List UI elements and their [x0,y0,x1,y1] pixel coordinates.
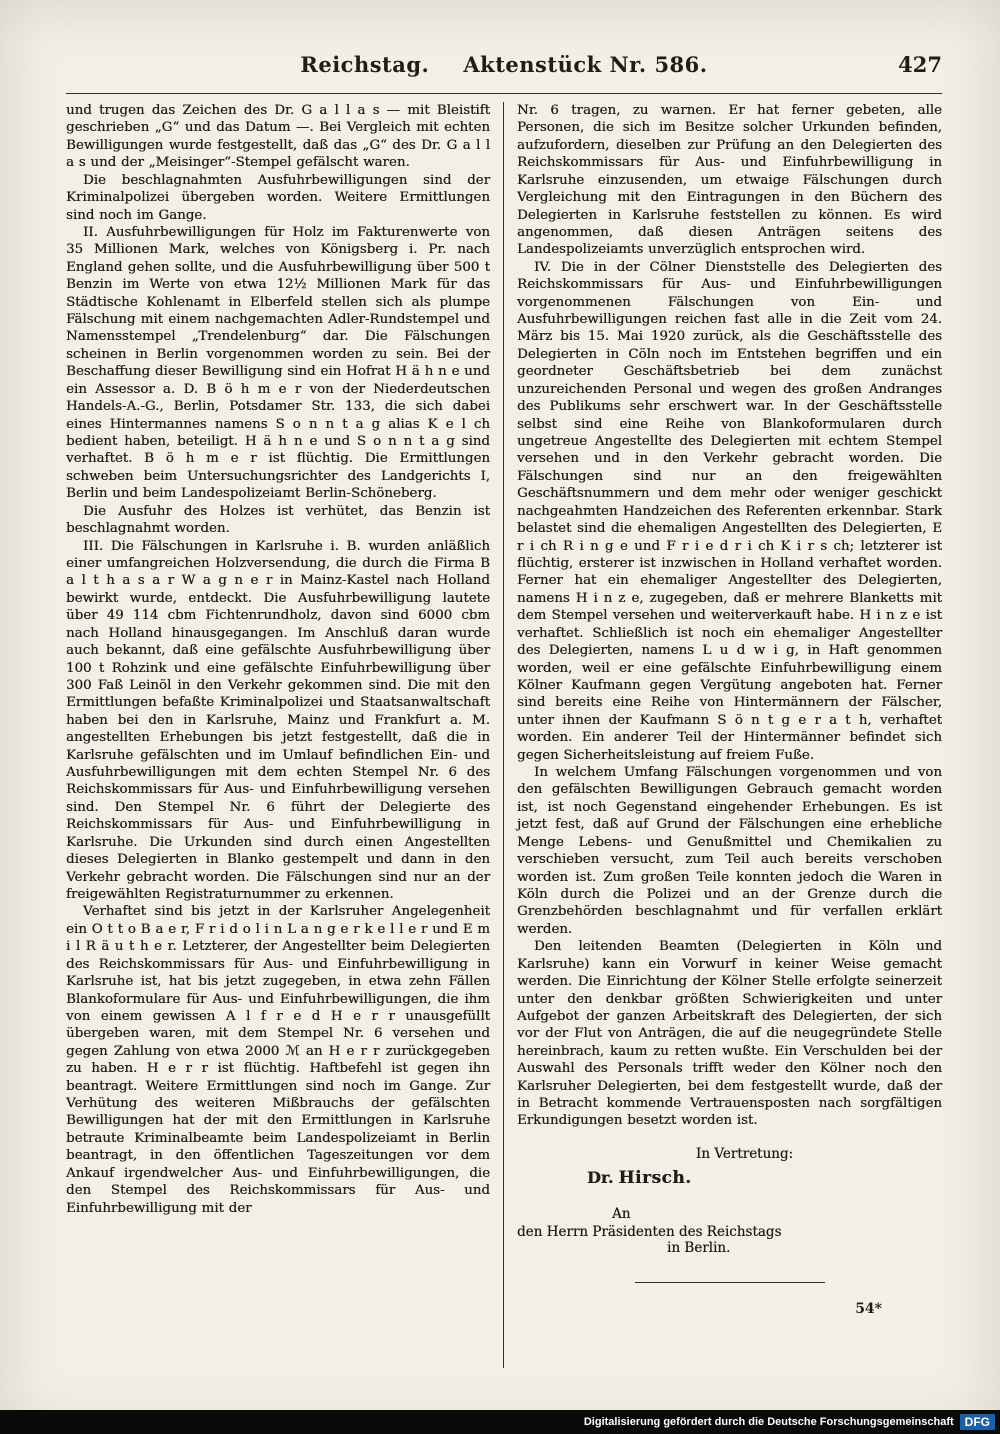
paragraph: Den leitenden Beamten (Delegierten in Köln und Karlsruhe) kann ein Vorwurf in keiner Weise gemacht werden. Die Einrichtung der Kölner Stelle erfolgte seinerzeit unter den denkbar größten Schwierigkeiten und unter Aufgebot der ganzen Arbeitskraft des Delegierten, der sich vor der Flut von Anträgen, die auf die neugegründete Stelle hereinbrach, kaum zu retten wußte. Ein Verschulden bei der Auswahl des Personals trifft weder den Kölner noch den Karlsruher Delegierten, bei dem festgestellt wurde, daß der in Betracht kommende Vertrauensposten nach sorgfältigen Erkundigungen besetzt worden ist. [517,939,942,1129]
page-header [66,52,942,84]
paragraph: Verhaftet sind bis jetzt in der Karlsruher Angelegenheit ein O t t o B a e r, F r i d o l i n L a n g e r k e l l e r und E m i l R ä u t h e r. Letzterer, der Angestellter beim Delegierten des Reichskommissars für Aus- und Einfuhrbewilligung in Karlsruhe ist, hat bis jetzt zugegeben, in etwa zehn Fällen Blankoformulare für Aus- und Einfuhrbewilligungen, die ihm von einem gewissen A l f r e d H e r r unausgefüllt übergeben waren, mit dem Stempel Nr. 6 versehen und gegen Zahlung von etwa 2000 ℳ an H e r r zurückgegeben zu haben. H e r r ist flüchtig. Haftbefehl ist gegen ihn beantragt. Weitere Ermittlungen sind noch im Gange. Zur Verhütung des weiteren Mißbrauchs der gefälschten Bewilligungen hat der mit den Ermittlungen in Karlsruhe betraute Kriminalbeamte beim Landespolizeiamt in Berlin beantragt, in den öffentlichen Tageszeitungen vor dem Ankauf irgendwelcher Aus- und Einfuhrbewilligungen, die den Stempel des Reichskommissars für Aus- und Einfuhrbewilligung mit der [66,904,490,1216]
paragraph: Nr. 6 tragen, zu warnen. Er hat ferner gebeten, alle Personen, die sich im Besitze solcher Urkunden befinden, aufzufordern, dieselben zur Prüfung an den Delegierten des Reichskommissars für Aus- und Einfuhrbewilligung in Karlsruhe einzusenden, um etwaige Fälschungen durch Vergleichung mit den Eintragungen in den Büchern des Delegierten in Karlsruhe feststellen zu können. Es wird angenommen, daß diesen Anträgen seitens des Landespolizeiamts unverzüglich entsprochen wird. [517,103,942,258]
paragraph: IV. Die in der Cölner Dienststelle des Delegierten des Reichskommissars für Aus- und Einfuhrbewilligungen vorgenommenen Fälschungen von Ein- und Ausfuhrbewilligungen reichen fast alle in die Zeit vom 24. März bis 15. Mai 1920 zurück, als die Geschäftsstelle des Delegierten in Cöln noch im Entstehen begriffen und ein geordneter Geschäftsbetrieb bei dem zunächst unzureichenden Personal und wegen des großen Andranges des Publikums sehr erschwert war. In der Geschäftsstelle selbst sind eine Reihe von Blankoformularen durch ungetreue Angestellte des Delegierten mit echtem Stempel versehen und in den Verkehr gebracht worden. Die Fälschungen sind nur an den freigewählten Geschäftsnummern und dem mehr oder weniger geschickt nachgeahmten Handzeichen des Referenten erkennbar. Stark belastet sind die ehemaligen Angestellten des Delegierten, E r i ch R i n g e und F r i e d r i ch K i r s ch; letzterer ist flüchtig, ersterer ist inzwischen in Holland verhaftet worden. Ferner hat ein ehemaliger Angestellter des Delegierten, namens H i n z e, zugegeben, daß er mehrere Blanketts mit dem Stempel versehen und weiterverkauft habe. H i n z e ist verhaftet. Schließlich ist noch ein ehemaliger Angestellter des Delegierten, namens L u d w i g, in Haft genommen worden, weil er eine gefälschte Einfuhrbewilligung einem Kölner Kaufmann gegen Vergütung angeboten hat. Ferner sind bereits eine Reihe von Hintermännern der Fälscher, unter ihnen der Kaufmann S ö n t g e r a t h, verhaftet worden. Ein anderer Teil der Hintermänner befindet sich gegen Sicherheitsleistung auf freiem Fuße. [517,259,942,763]
address-block [517,1206,942,1256]
paragraph: In welchem Umfang Fälschungen vorgenommen und von den gefälschten Bewilligungen Gebrauch gemacht worden ist, ist noch Gegenstand eingehender Erhebungen. Es ist jetzt fest, daß auf Grund der Fälschungen eine erhebliche Menge Lebens- und Genußmittel und Chemikalien zu verschieben versucht, zum Teil auch bereits verschoben worden ist. Zum großen Teile konnten jedoch die Waren in Köln durch die Polizei und an der Grenze durch die Grenzbehörden beschlagnahmt und für verfallen erklärt werden. [517,765,942,937]
paragraph: III. Die Fälschungen in Karlsruhe i. B. wurden anläßlich einer umfangreichen Holzversendung, die durch die Firma B a l t h a s a r W a g n e r in Mainz-Kastel nach Holland bewirkt wurde, entdeckt. Die Ausfuhrbewilligung lautete über 49 114 cbm Fichtenrundholz, davon sind 6000 cbm nach Holland hinausgegangen. Im Anschluß daran wurde auch bekannt, daß eine gefälschte Ausfuhrbewilligung über 100 t Rohzink und eine gefälschte Einfuhrbewilligung über 300 Faß Leinöl in den Verkehr gekommen sind. Die mit den Ermittlungen befaßte Kriminalpolizei und Staatsanwaltschaft haben bei den in Karlsruhe, Mainz und Frankfurt a. M. angestellten Erhebungen bis jetzt festgestellt, daß die in Karlsruhe gefälschten und im Umlauf befindlichen Ein- und Ausfuhrbewilligungen mit dem echten Stempel Nr. 6 des Reichskommissars für Aus- und Einfuhrbewilligung versehen sind. Den Stempel Nr. 6 führt der Delegierte des Reichskommissars für Aus- und Einfuhrbewilligung in Karlsruhe. Die Urkunden sind durch einen Angestellten dieses Delegierten in Blanko gestempelt und dann in den Verkehr gebracht worden. Die Fälschungen sind nur an der freigewählten Registraturnummer zu erkennen. [66,538,490,902]
signature-name [587,1168,942,1188]
header-rule [66,93,942,94]
signature-prefix: In Vertretung: [695,1145,794,1162]
right-column-paragraphs [517,102,942,1130]
piece-number: Aktenstück Nr. 586. [463,52,708,77]
end-rule [635,1282,825,1283]
paragraph: II. Ausfuhrbewilligungen für Holz im Fakturenwerte von 35 Millionen Mark, welches von Königsberg i. Pr. nach England gehen sollte, und die Ausfuhrbewilligung über 500 t Benzin im Werte von etwa 12½ Millionen Mark für das Städtische Kohlenamt in Elberfeld stellen sich als plumpe Fälschung mit einem nachgemachten Adler-Rundstempel und Namensstempel „Trendelenburg“ dar. Die Fälschungen scheinen in Berlin vorgenommen worden zu sein. Bei der Beschaffung dieser Bewilligung sind ein Hofrat H ä h n e und ein Assessor a. D. B ö h m e r von der Niederdeutschen Handels-A.-G., Berlin, Potsdamer Str. 133, die sich dabei eines Hintermannes namens S o n n t a g alias K e l ch bedient haben, beteiligt. H ä h n e und S o n n t a g sind verhaftet. B ö h m e r ist flüchtig. Die Ermittlungen schweben beim Untersuchungsrichter des Landgerichts I, Berlin und beim Landespolizeiamt Berlin-Schöneberg. [66,224,490,502]
paragraph: Die Ausfuhr des Holzes ist verhütet, das Benzin ist beschlagnahmt worden. [66,503,490,537]
dfg-logo: DFG [960,1414,995,1430]
right-column [504,102,942,1368]
address-salutation: An [612,1205,631,1222]
signature-block [517,1146,942,1206]
paragraph: Die beschlagnahmten Ausfuhrbewilligungen sind der Kriminalpolizei übergeben worden. Weitere Ermittlungen sind noch im Gange. [66,172,490,223]
journal-name: Reichstag. [300,52,430,77]
page-number: 427 [898,52,942,77]
text-columns [66,102,942,1368]
signature-title: Dr. [587,1167,614,1187]
left-column-paragraphs [66,102,490,1217]
address-place: in Berlin. [667,1239,731,1256]
sheet-signature-mark: 54* [855,1300,882,1317]
address-recipient: den Herrn Präsidenten des Reichstags [517,1223,782,1240]
digitization-credit-text: Digitalisierung gefördert durch die Deutsche Forschungsgemeinschaft [583,1416,954,1428]
digitization-footer-bar [0,1410,1000,1434]
signature-surname: Hirsch. [618,1167,692,1188]
paragraph: und trugen das Zeichen des Dr. G a l l a s — mit Bleistift geschrieben „G“ und das Datum —. Bei Vergleich mit echten Bewilligungen wurde festgestellt, daß das „G“ des Dr. G a l l a s und der „Meisinger“-Stempel gefälscht waren. [66,103,490,171]
left-column [66,102,504,1368]
header-title [66,52,942,77]
